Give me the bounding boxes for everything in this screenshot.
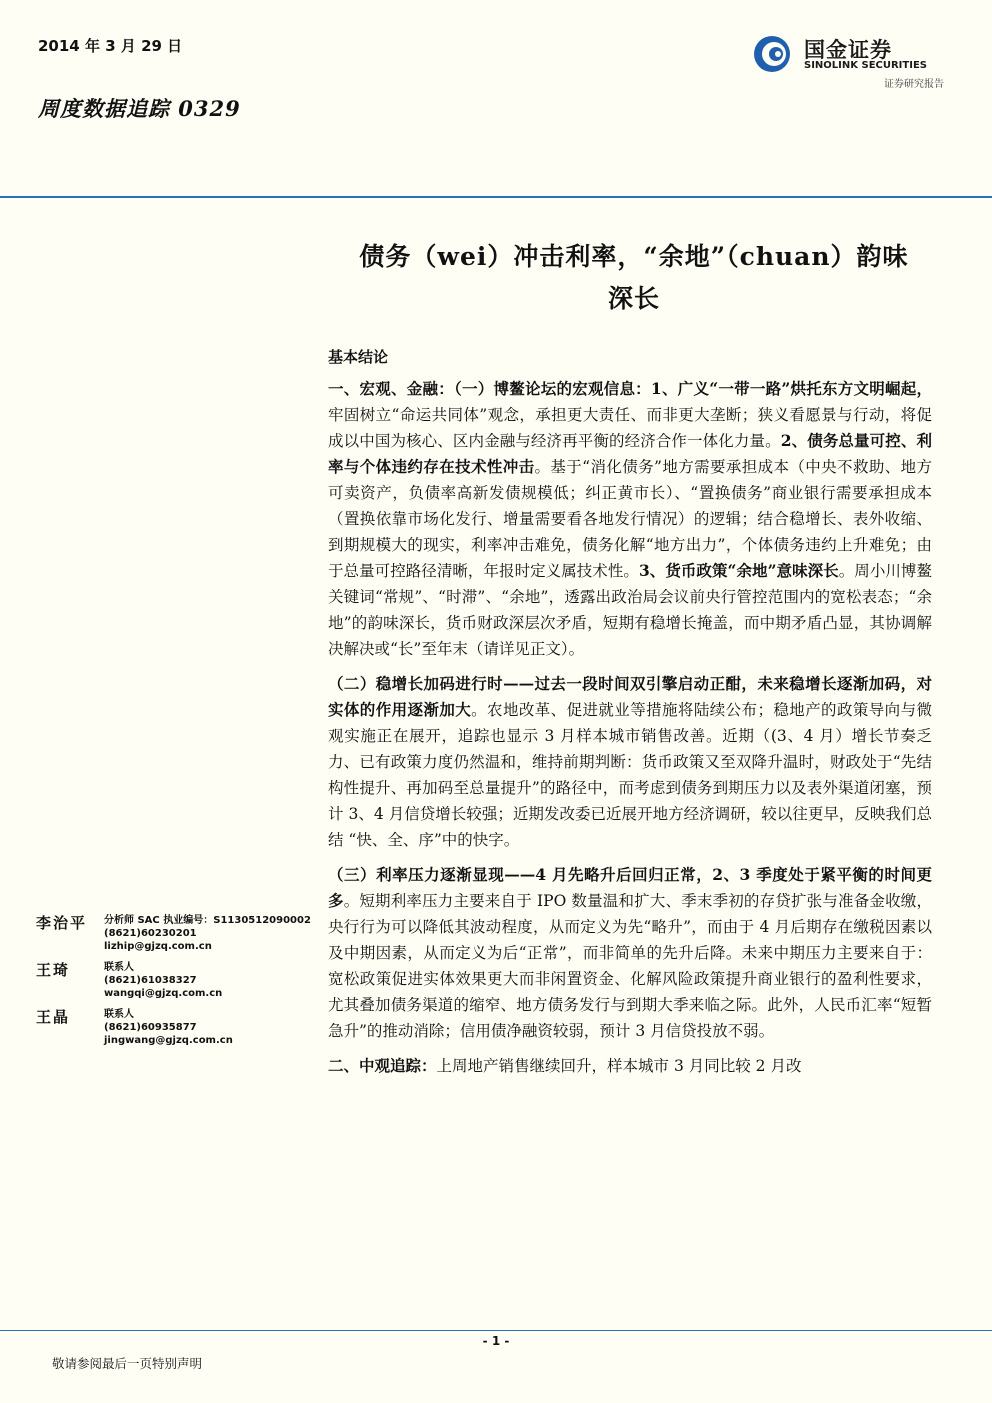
analyst-entry bbox=[36, 959, 316, 1006]
emphasis-text: 二、中观追踪： bbox=[328, 1056, 437, 1075]
paragraph-text: 。农地改革、促进就业等措施将陆续公布；稳地产的政策导向与微观实施正在展开，追踪也显示 3 月样本城市销售改善。近期（(3、4 月）增长节奏乏力、已有政策力度仍然温和，维持前期判断：货币政策又至双降升温时，财政处于“先结构性提升、再加码至总量提升”的路径中，而考虑到债务到期压力以及表外渠道闭塞，预计 3、4 月信贷增长较强；近期发改委已近展开地方经济调研，较以往更早，反映我们总结 “快、全、序”中的快字。 bbox=[328, 701, 932, 849]
analyst-contact-line: jingwang@gjzq.com.cn bbox=[104, 1035, 233, 1046]
company-logo bbox=[752, 30, 952, 90]
footer-divider bbox=[0, 1330, 992, 1331]
body-paragraph bbox=[328, 1053, 932, 1079]
header-divider bbox=[0, 196, 992, 198]
emphasis-text: 3、货币政策“余地”意味深长 bbox=[638, 561, 839, 580]
report-title-line-2: 深长 bbox=[607, 284, 660, 313]
analyst-contact-line: (8621)61038327 bbox=[104, 975, 197, 986]
paragraph-text: 。基于“消化债务”地方需要承担成本（中央不救助、地方可卖资产，负债率高新发债规模低；纠正黄市长）、“置换债务”商业银行需要承担成本（置换依靠市场化发行、增量需要看各地发行情况）的逻辑；结合稳增长、表外收缩、到期规模大的现实，利率冲击难免，债务化解“地方出力”，个体债务违约上升难免；由于总量可控路径清晰，年报时定义属技术性。 bbox=[328, 458, 932, 580]
analyst-contact-line: lizhip@gjzq.com.cn bbox=[104, 941, 212, 952]
body-paragraph bbox=[328, 862, 932, 1044]
analyst-name: 李治平 bbox=[36, 914, 88, 932]
logo-text-cn: 国金证券 bbox=[804, 38, 892, 62]
emphasis-text: 2、债务总量可控、利率与个体违约存在技术性冲击 bbox=[328, 431, 932, 476]
report-series-title: 周度数据追踪 0329 bbox=[38, 96, 241, 121]
emphasis-text: 一、宏观、金融：（一）博鳌论坛的宏观信息：1、广义“一带一路”烘托东方文明崛起， bbox=[328, 379, 932, 398]
analyst-contact bbox=[104, 961, 222, 1000]
paragraph-text: 。短期利率压力主要来自于 IPO 数量温和扩大、季末季初的存贷扩张与准备金收缴，央行行为可以降低其波动程度，从而定义为先“略升”，而由于 4 月后期存在缴税因素以及中期因素，从而定义为后“正常”，而非简单的先升后降。未来中期压力主要来自于：宽松政策促进实体效果更大而非闲置资金、化解风险政策提升商业银行的盈利性要求，尤其叠加债务渠道的缩窄、地方债务发行与到期大季来临之际。此外，人民币汇率“短暂急升”的推动消除；信用债净融资较弱，预计 3 月信贷投放不弱。 bbox=[328, 892, 932, 1040]
page-number: - 1 - bbox=[482, 1334, 510, 1348]
sinolink-logo-icon bbox=[752, 34, 792, 74]
paragraph-text: 牢固树立“命运共同体”观念，承担更大责任、而非更大垄断；狭义看愿景与行动，将促成以中国为核心、区内金融与经济再平衡的经济合作一体化力量。 bbox=[328, 406, 932, 450]
analyst-entry bbox=[36, 912, 316, 959]
logo-subtitle: 证券研究报告 bbox=[884, 79, 944, 90]
logo-text-en: SINOLINK SECURITIES bbox=[804, 60, 927, 71]
analyst-contact-line: 联系人 bbox=[104, 962, 134, 973]
analyst-name: 王琦 bbox=[36, 961, 71, 979]
paragraph-text: 。周小川博鳌关键词“常规”、“时滞”、“余地”，透露出政治局会议前央行管控范围内的宽松表态；“余地”的韵味深长，货币财政深层次矛盾，短期有稳增长掩盖，而中期矛盾凸显，其协调解决解决或“长”至年末（请详见正文）。 bbox=[328, 562, 932, 658]
analyst-contact-line: (8621)60935877 bbox=[104, 1022, 197, 1033]
analyst-contact bbox=[104, 914, 311, 953]
body-paragraph bbox=[328, 376, 932, 662]
report-title-line-1: 债务（wei）冲击利率，“余地”（chuan）韵味 bbox=[359, 242, 909, 271]
footer-disclaimer: 敬请参阅最后一页特别声明 bbox=[52, 1356, 203, 1371]
analyst-contact bbox=[104, 1008, 233, 1047]
analyst-entry bbox=[36, 1006, 316, 1053]
analyst-contact-line: 联系人 bbox=[104, 1009, 134, 1020]
analyst-contact-line: 分析师 SAC 执业编号：S1130512090002 bbox=[104, 915, 311, 926]
analyst-contact-line: wangqi@gjzq.com.cn bbox=[104, 988, 223, 999]
analyst-list bbox=[36, 912, 316, 1053]
report-title bbox=[328, 236, 940, 320]
emphasis-text: （二）稳增长加码进行时——过去一段时间双引擎启动正酣，未来稳增长逐渐加码，对实体的作用逐渐加大 bbox=[328, 674, 932, 719]
paragraph-text: 上周地产销售继续回升，样本城市 3 月同比较 2 月改 bbox=[436, 1057, 802, 1075]
section-heading: 基本结论 bbox=[328, 348, 389, 366]
report-body bbox=[328, 376, 932, 1088]
body-paragraph bbox=[328, 671, 932, 853]
analyst-name: 王晶 bbox=[36, 1008, 71, 1026]
analyst-contact-line: (8621)60230201 bbox=[104, 928, 197, 939]
emphasis-text: （三）利率压力逐渐显现——4 月先略升后回归正常，2、3 季度处于紧平衡的时间更多 bbox=[328, 865, 932, 910]
report-date: 2014 年 3 月 29 日 bbox=[38, 37, 183, 55]
